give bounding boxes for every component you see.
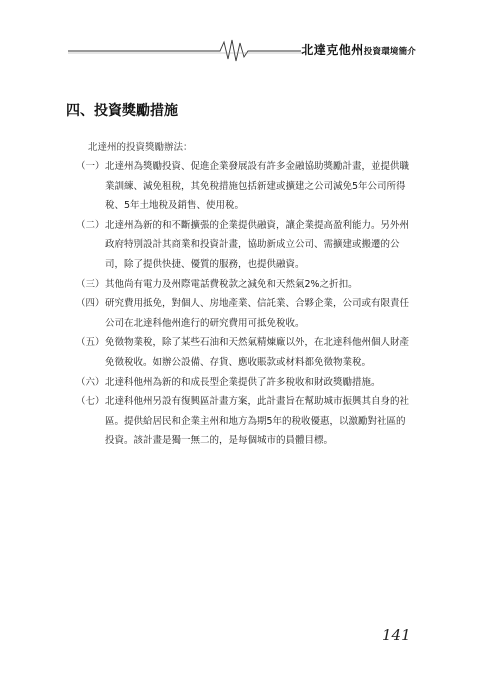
item-line: 北達州為新的和不斷擴張的企業提供融資，讓企業提高盈利能力。另外州 (105, 219, 410, 231)
item-number: （六） (76, 376, 105, 388)
item-line: 公司在北達科他州進行的研究費用可抵免稅收。 (105, 317, 305, 329)
item-number: （五） (76, 337, 105, 349)
item-line: 區。提供給居民和企業主州和地方為期5年的稅收優惠，以激勵對社區的 (105, 415, 406, 427)
item-line: 投資。該計畫是獨一無二的，是每個城市的員體目標。 (105, 435, 334, 447)
item-line: 北達州為獎勵投資、促進企業發展設有許多金融協助獎勵計畫，並提供職 (105, 161, 410, 172)
running-header (68, 34, 416, 64)
section-intro: 北達州的投資獎勵辦法： (88, 142, 193, 153)
list-item (76, 373, 426, 393)
item-number: （一） (76, 161, 105, 172)
list-item (76, 294, 426, 333)
section-title: 四、投資獎勵措施 (66, 103, 178, 119)
header-title-main: 北達克他州 (301, 43, 364, 57)
item-line: 司，除了提供快捷、優質的服務，也提供融資。 (105, 258, 305, 270)
item-line: 北達科他州另設有復興區計畫方案，此計畫旨在幫助城市振興其自身的社 (105, 396, 410, 408)
incentive-list (76, 157, 426, 451)
item-line: 稅、5年土地稅及銷售、使用稅。 (105, 200, 245, 212)
list-item (76, 392, 426, 451)
header-title-sub: 投資環境簡介 (363, 47, 416, 57)
item-line: 北達科他州為新的和成長型企業提供了許多稅收和財政獎勵措施。 (105, 376, 381, 388)
item-line: 免徵物業稅，除了某些石油和天然氣精煉廠以外，在北達科他州個人財產 (105, 337, 410, 349)
list-item (76, 275, 426, 295)
list-item (76, 333, 426, 372)
item-number: （二） (76, 219, 105, 231)
item-line: 研究費用抵免，對個人、房地產業、信託業、合夥企業，公司或有限責任 (105, 298, 410, 310)
header-title (301, 41, 416, 58)
list-item (76, 157, 426, 216)
item-number: （七） (76, 396, 105, 408)
item-line: 其他尚有電力及州際電話費稅款之減免和天然氣2%之折扣。 (105, 278, 358, 290)
item-line: 政府特別設計其商業和投資計畫，協助新成立公司、需擴建或搬遷的公 (105, 239, 400, 251)
page-number: 141 (382, 626, 411, 644)
item-line: 免徵稅收。如辦公設備、存貨、應收賬款或材料都免徵物業稅。 (105, 356, 372, 368)
item-line: 業訓練、減免租稅，其免稅措施包括新建或擴建之公司減免5年公司所得 (105, 180, 406, 192)
item-number: （三） (76, 278, 105, 290)
list-item (76, 216, 426, 275)
item-number: （四） (76, 298, 105, 310)
